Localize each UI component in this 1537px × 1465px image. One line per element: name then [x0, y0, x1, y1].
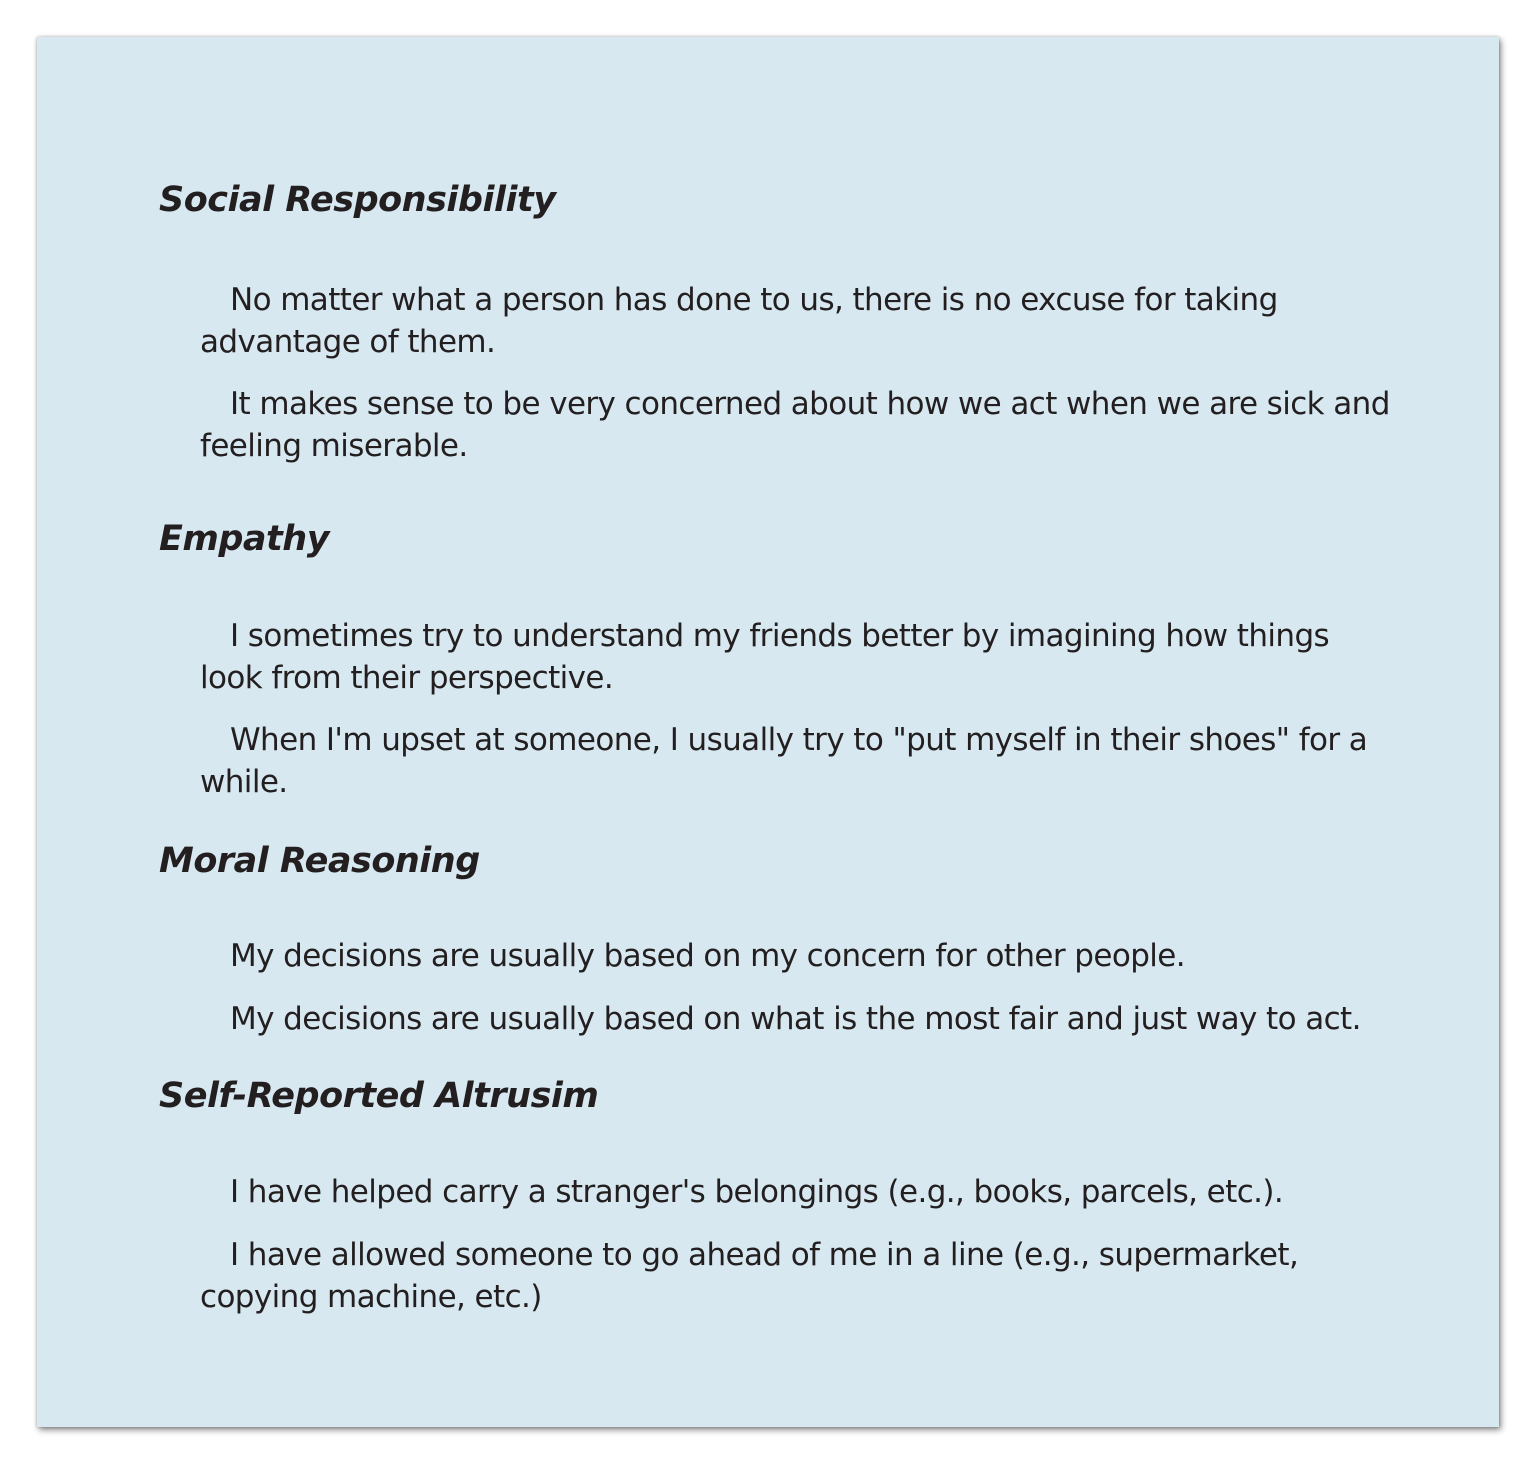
- section-title: Empathy: [159, 519, 330, 559]
- scale-item: I have helped carry a stranger's belongings (e.g., books, parcels, etc.).: [230, 1174, 1284, 1210]
- scale-item: I sometimes try to understand my friends better by imagining how things look from their perspective.: [200, 618, 1330, 696]
- section-title: Self-Reported Altrusim: [159, 1076, 599, 1116]
- section-title: Moral Reasoning: [159, 841, 480, 881]
- scale-item: When I'm upset at someone, I usually try to "put myself in their shoes" for a while.: [200, 722, 1368, 800]
- scale-item: It makes sense to be very concerned about how we act when we are sick and feeling miserable.: [200, 386, 1390, 464]
- section-title: Social Responsibility: [159, 180, 556, 220]
- scale-item: My decisions are usually based on what is the most fair and just way to act.: [230, 1001, 1361, 1037]
- scale-items-panel: [37, 37, 1499, 1427]
- scale-item: I have allowed someone to go ahead of me in a line (e.g., supermarket, copying machine, etc.): [200, 1237, 1299, 1315]
- scale-item: No matter what a person has done to us, there is no excuse for taking advantage of them.: [200, 282, 1278, 360]
- scale-item: My decisions are usually based on my concern for other people.: [230, 938, 1186, 974]
